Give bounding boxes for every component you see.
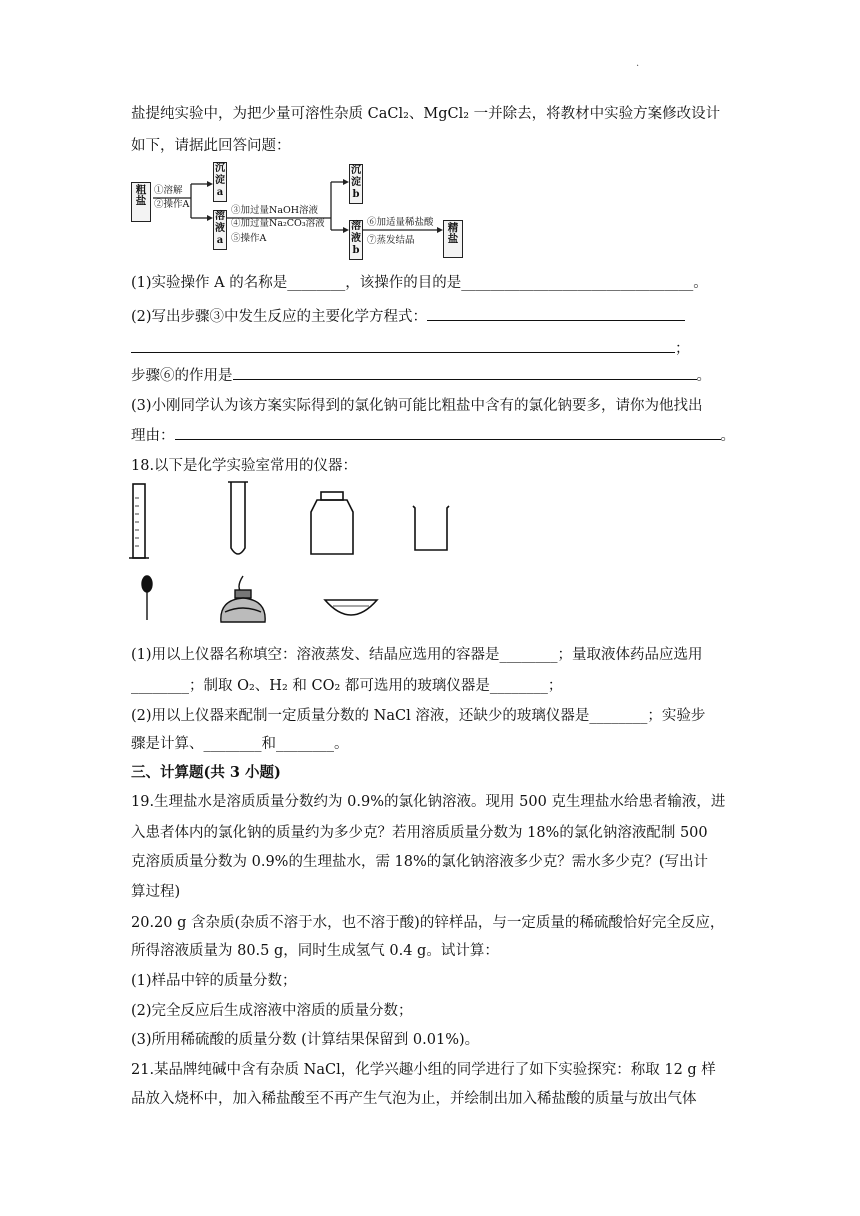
q21-line2: 品放入烧杯中，加入稀盐酸至不再产生气泡为止，并绘制出加入稀盐酸的质量与放出气体 bbox=[131, 1091, 697, 1107]
step-6-label: ⑥加适量稀盐酸 bbox=[367, 217, 434, 228]
test-tube-icon bbox=[228, 482, 248, 554]
q17-part2 bbox=[131, 306, 685, 327]
q17-part3-reason-label: 理由： bbox=[131, 428, 175, 444]
answer-blank bbox=[233, 365, 697, 380]
purification-flow-diagram bbox=[131, 160, 471, 260]
q17-part2-cont bbox=[131, 338, 690, 359]
evaporating-dish-icon bbox=[325, 600, 377, 615]
q17-part2-semicolon: ； bbox=[675, 341, 690, 357]
q19-line4: 算过程) bbox=[131, 884, 181, 900]
step-7-label: ⑦蒸发结晶 bbox=[367, 235, 415, 246]
q20-line4: (2)完全反应后生成溶液中溶质的质量分数； bbox=[131, 1003, 413, 1019]
answer-blank bbox=[175, 425, 721, 440]
q20-line5: (3)所用稀硫酸的质量分数 (计算结果保留到 0.01%)。 bbox=[131, 1032, 480, 1048]
q19-line3: 克溶质质量分数为 0.9%的生理盐水，需 18%的氯化钠溶液多少克？需水多少克？(写出计 bbox=[131, 854, 708, 870]
solution-b-box: 溶液b bbox=[349, 220, 363, 260]
graduated-cylinder-icon bbox=[129, 484, 149, 558]
q21-line1: 21.某品牌纯碱中含有杂质 NaCl，化学兴趣小组的同学进行了如下实验探究：称取 12 g 样 bbox=[131, 1062, 716, 1078]
q18-title: 18.以下是化学实验室常用的仪器： bbox=[131, 458, 358, 474]
crude-salt-box: 粗盐 bbox=[131, 182, 151, 222]
step-4-label: ④加过量Na₂CO₃溶液 bbox=[231, 218, 325, 229]
corner-mark: . bbox=[636, 58, 640, 69]
q19-line2: 入患者体内的氯化钠的质量约为多少克？若用溶质质量分数为 18%的氯化钠溶液配制 500 bbox=[131, 825, 708, 841]
precipitate-a-box: 沉淀a bbox=[213, 162, 227, 202]
q17-part3-end: 。 bbox=[720, 428, 735, 444]
q17-part3-line2 bbox=[131, 425, 735, 446]
q17-step6-text: 步骤⑥的作用是 bbox=[131, 368, 233, 384]
wide-mouth-bottle-icon bbox=[311, 492, 353, 554]
dropper-icon bbox=[142, 576, 152, 620]
precipitate-b-box: 沉淀b bbox=[349, 164, 363, 204]
step-3-label: ③加过量NaOH溶液 bbox=[231, 205, 319, 216]
q18-part1-line1: (1)用以上仪器名称填空：溶液蒸发、结晶应选用的容器是________；量取液体药品应选用 bbox=[131, 647, 703, 663]
q19-line1: 19.生理盐水是溶质质量分数约为 0.9%的氯化钠溶液。现用 500 克生理盐水给患者输液，进 bbox=[131, 794, 726, 810]
q18-part2-line2: 骤是计算、________和________。 bbox=[131, 736, 349, 752]
apparatus-drawings bbox=[125, 478, 455, 638]
step-1-label: ①溶解 bbox=[154, 185, 183, 196]
q20-line1: 20.20 g 含杂质(杂质不溶于水，也不溶于酸)的锌样品，与一定质量的稀硫酸恰好完全反应， bbox=[131, 915, 725, 931]
q20-line2: 所得溶液质量为 80.5 g，同时生成氢气 0.4 g。试计算： bbox=[131, 943, 499, 959]
beaker-icon bbox=[413, 506, 449, 550]
q17-part1: (1)实验操作 A 的名称是________，该操作的目的是________________________________。 bbox=[131, 275, 708, 291]
q17-intro-line1: 盐提纯实验中，为把少量可溶性杂质 CaCl₂、MgCl₂ 一并除去，将教材中实验方案修改设计 bbox=[131, 106, 721, 122]
q17-intro-line2: 如下，请据此回答问题： bbox=[131, 138, 291, 154]
q17-step6-line bbox=[131, 365, 711, 386]
refined-salt-box: 精盐 bbox=[443, 220, 463, 258]
q18-part2-line1: (2)用以上仪器来配制一定质量分数的 NaCl 溶液，还缺少的玻璃仪器是________；实验步 bbox=[131, 708, 706, 724]
q20-line3: (1)样品中锌的质量分数； bbox=[131, 973, 297, 989]
answer-blank bbox=[427, 306, 685, 321]
alcohol-lamp-icon bbox=[221, 576, 265, 622]
q18-part1-line2: ________；制取 O₂、H₂ 和 CO₂ 都可选用的玻璃仪器是________； bbox=[131, 678, 563, 694]
step-2-label: ②操作A bbox=[154, 199, 190, 210]
section-title: 三、计算题(共 3 小题) bbox=[131, 764, 281, 781]
step-5-label: ⑤操作A bbox=[231, 233, 267, 244]
solution-a-box: 溶液a bbox=[213, 210, 227, 250]
q17-part3-line1: (3)小刚同学认为该方案实际得到的氯化钠可能比粗盐中含有的氯化钠要多，请你为他找出 bbox=[131, 398, 703, 414]
q17-part2-text: (2)写出步骤③中发生反应的主要化学方程式： bbox=[131, 309, 428, 325]
answer-blank bbox=[131, 338, 675, 353]
q17-step6-end: 。 bbox=[696, 368, 711, 384]
